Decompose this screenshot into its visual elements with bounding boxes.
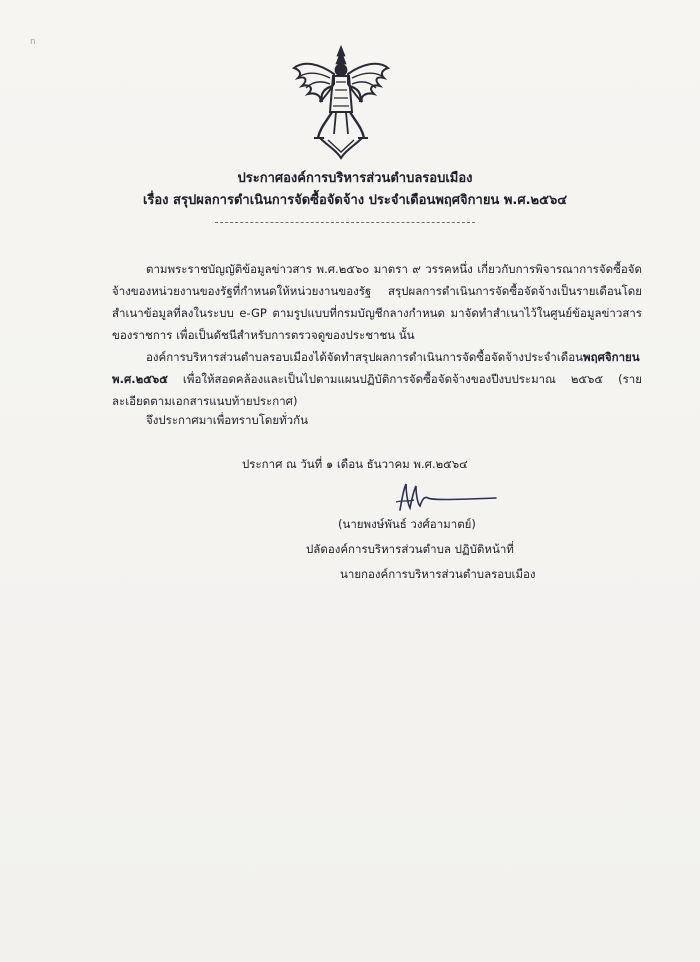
handwritten-signature-icon — [388, 480, 498, 514]
signatory-name: (นายพงษ์พันธ์ วงศ์อามาตย์) — [338, 517, 476, 531]
body-paragraph-2 — [112, 346, 642, 412]
paragraph-2-end: เพื่อให้สอดคล้องและเป็นไปตามแผนปฏิบัติการจัดซื้อจัดจ้างของปีงบประมาณ ๒๕๖๕ (รายละเอียดตามเอกสารแนบท้ายประกาศ) — [112, 372, 642, 408]
body-paragraph-1: ตามพระราชบัญญัติข้อมูลข่าวสาร พ.ศ.๒๕๖๐ มาตรา ๙ วรรคหนึ่ง เกี่ยวกับการพิจารณาการจัดซื้อจัดจ้างของหน่วยงานของรัฐที่กำหนดให้หน่วยงานของรัฐ สรุปผลการดำเนินการจัดซื้อจัดจ้างเป็นรายเดือนโดยสำเนาข้อมูลที่ลงในระบบ e-GP ตามรูปแบบที่กรมบัญชีกลางกำหนด มาจัดทำสำเนาไว้ในศูนย์ข้อมูลข่าวสารของราชการ เพื่อเป็นดัชนีสำหรับการตรวจดูของประชาชน นั้น — [112, 262, 642, 342]
signatory-title-1: ปลัดองค์การบริหารส่วนตำบล ปฏิบัติหน้าที่ — [306, 542, 514, 556]
paragraph-2-start: องค์การบริหารส่วนตำบลรอบเมืองได้จัดทำสรุปผลการดำเนินการจัดซื้อจัดจ้างประจำเดือน — [146, 350, 584, 364]
announcement-subject: เรื่อง สรุปผลการดำเนินการจัดซื้อจัดจ้าง ประจำเดือนพฤศจิกายน พ.ศ.๒๕๖๔ — [142, 193, 568, 208]
paragraph-2-period: พฤศจิกายน พ.ศ.๒๕๖๕ — [112, 350, 640, 386]
announcement-header — [0, 168, 700, 212]
garuda-emblem-icon — [290, 42, 392, 160]
closing-statement: จึงประกาศมาเพื่อทราบโดยทั่วกัน — [146, 413, 308, 427]
signatory-title-2: นายกองค์การบริหารส่วนตำบลรอบเมือง — [340, 567, 536, 581]
announcement-date: ประกาศ ณ วันที่ ๑ เดือน ธันวาคม พ.ศ.๒๕๖๔ — [242, 457, 468, 471]
announcement-body — [112, 258, 642, 412]
announcement-title: ประกาศองค์การบริหารส่วนตำบลรอบเมือง — [237, 171, 473, 186]
header-divider — [215, 222, 475, 223]
scan-mark: ก — [30, 37, 36, 47]
